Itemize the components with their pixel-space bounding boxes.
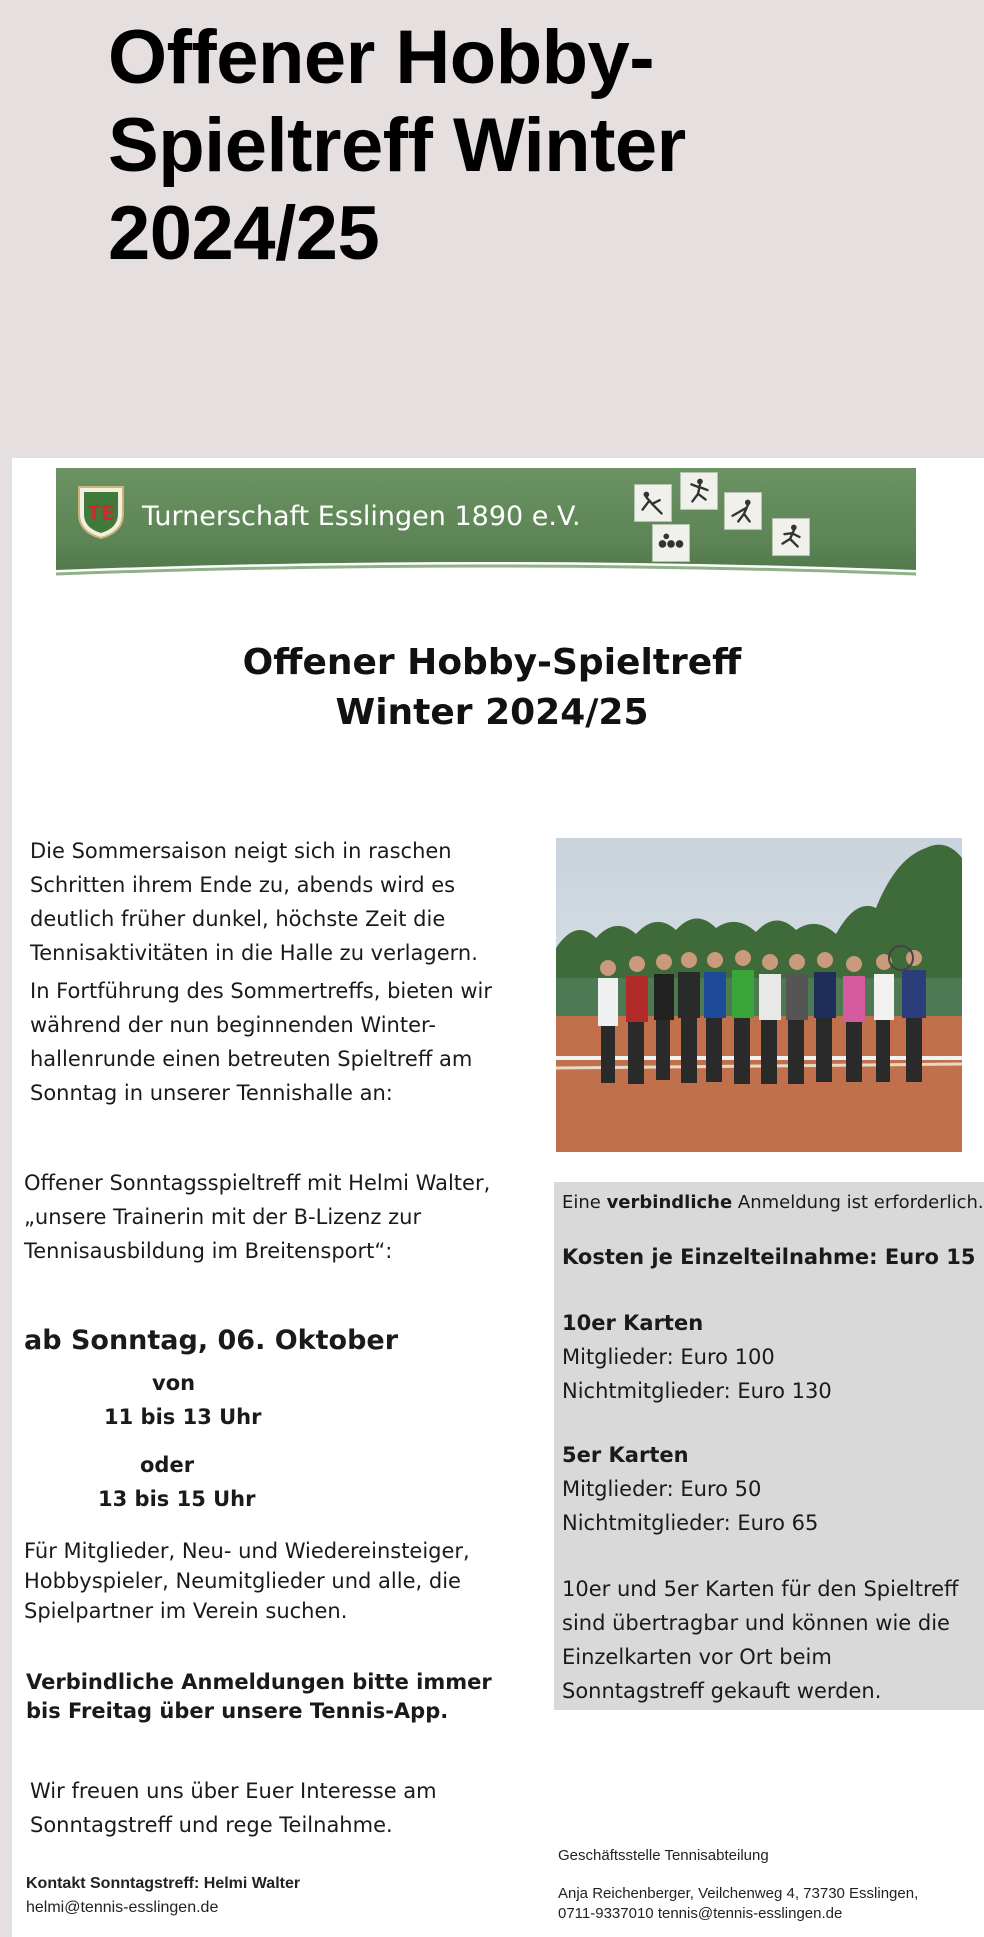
intro-paragraph — [30, 834, 540, 1110]
notice-bold: verbindliche — [606, 1192, 733, 1213]
registration-line: Verbindliche Anmeldungen bitte immer — [26, 1670, 492, 1694]
fencing-icon — [724, 492, 762, 530]
card-note-line: sind übertragbar und können wie die — [562, 1611, 950, 1635]
audience-paragraph — [24, 1536, 544, 1626]
intro-line: hallenrunde einen betreuten Spieltreff am — [30, 1047, 473, 1071]
closing-line: Wir freuen uns über Euer Interesse am — [30, 1779, 437, 1803]
banner-curve-decoration — [56, 560, 916, 590]
ten-card-heading: 10er Karten — [562, 1311, 704, 1335]
schedule-oder: oder — [140, 1453, 195, 1477]
bowling-icon — [652, 524, 690, 562]
page-title-line-3: 2024/25 — [108, 191, 380, 276]
flyer-title-line-1: Offener Hobby-Spieltreff — [242, 642, 742, 683]
trainer-line: Tennisausbildung im Breitensport“: — [24, 1239, 393, 1263]
five-card-heading: 5er Karten — [562, 1443, 689, 1467]
card-note-line: Einzelkarten vor Ort beim — [562, 1645, 832, 1669]
club-name: Turnerschaft Esslingen 1890 e.V. — [142, 501, 581, 532]
card-note-line: 10er und 5er Karten für den Spieltreff — [562, 1577, 959, 1601]
office-address: Anja Reichenberger, Veilchenweg 4, 73730 Esslingen, — [558, 1885, 919, 1902]
five-card-members: Mitglieder: Euro 50 — [562, 1477, 762, 1501]
club-logo — [76, 484, 126, 540]
page-title-line-2: Spieltreff Winter — [108, 103, 686, 188]
start-date: ab Sonntag, 06. Oktober — [24, 1325, 399, 1356]
trainer-line: Offener Sonntagsspieltreff mit Helmi Walter, — [24, 1171, 491, 1195]
intro-line: Die Sommersaison neigt sich in raschen — [30, 839, 452, 863]
single-price: Kosten je Einzelteilnahme: Euro 15 — [562, 1245, 976, 1269]
closing-paragraph — [30, 1774, 550, 1842]
five-card-nonmembers: Nichtmitglieder: Euro 65 — [562, 1511, 819, 1535]
climbing-icon — [680, 472, 718, 510]
audience-line: Spielpartner im Verein suchen. — [24, 1599, 348, 1623]
gymnastics-icon — [634, 484, 672, 522]
ten-card-members: Mitglieder: Euro 100 — [562, 1345, 775, 1369]
registration-notice — [26, 1668, 546, 1726]
intro-line: während der nun beginnenden Winter- — [30, 1013, 436, 1037]
group-photo — [556, 838, 962, 1152]
flyer-document — [12, 458, 984, 1937]
logo-letters: TE — [87, 501, 115, 525]
ten-card-nonmembers: Nichtmitglieder: Euro 130 — [562, 1379, 832, 1403]
contact-label: Kontakt Sonntagstreff: Helmi Walter — [26, 1875, 301, 1892]
card-note-line: Sonntagstreff gekauft werden. — [562, 1679, 882, 1703]
running-icon — [772, 518, 810, 556]
closing-line: Sonntagstreff und rege Teilnahme. — [30, 1813, 393, 1837]
page-title-line-1: Offener Hobby- — [108, 15, 655, 100]
registration-required-notice — [562, 1186, 984, 1220]
intro-line: Schritten ihrem Ende zu, abends wird es — [30, 873, 456, 897]
intro-line: In Fortführung des Sommertreffs, bieten wir — [30, 979, 492, 1003]
time-slot-2: 13 bis 15 Uhr — [98, 1487, 256, 1511]
office-heading: Geschäftsstelle Tennisabteilung — [558, 1847, 769, 1864]
registration-line: bis Freitag über unsere Tennis-App. — [26, 1699, 449, 1723]
audience-line: Für Mitglieder, Neu- und Wiedereinsteiger, — [24, 1539, 470, 1563]
trainer-line: „unsere Trainerin mit der B-Lizenz zur — [24, 1205, 422, 1229]
flyer-title — [12, 638, 972, 738]
pricing-box — [554, 1182, 984, 1710]
club-banner — [56, 468, 916, 590]
schedule-von: von — [152, 1371, 196, 1395]
intro-line: Sonntag in unserer Tennishalle an: — [30, 1081, 393, 1105]
intro-line: Tennisaktivitäten in die Halle zu verlagern. — [30, 941, 478, 965]
notice-text-end: Anmeldung ist erforderlich. — [732, 1192, 984, 1213]
intro-line: deutlich früher dunkel, höchste Zeit die — [30, 907, 446, 931]
office-phone-email: 0711-9337010 tennis@tennis-esslingen.de — [558, 1905, 843, 1922]
notice-text: Eine — [562, 1192, 607, 1213]
time-slot-1: 11 bis 13 Uhr — [104, 1405, 262, 1429]
flyer-title-line-2: Winter 2024/25 — [335, 692, 649, 733]
trainer-paragraph — [24, 1166, 544, 1268]
page-title — [108, 14, 928, 278]
audience-line: Hobbyspieler, Neumitglieder und alle, die — [24, 1569, 461, 1593]
contact-email[interactable]: helmi@tennis-esslingen.de — [26, 1899, 219, 1916]
